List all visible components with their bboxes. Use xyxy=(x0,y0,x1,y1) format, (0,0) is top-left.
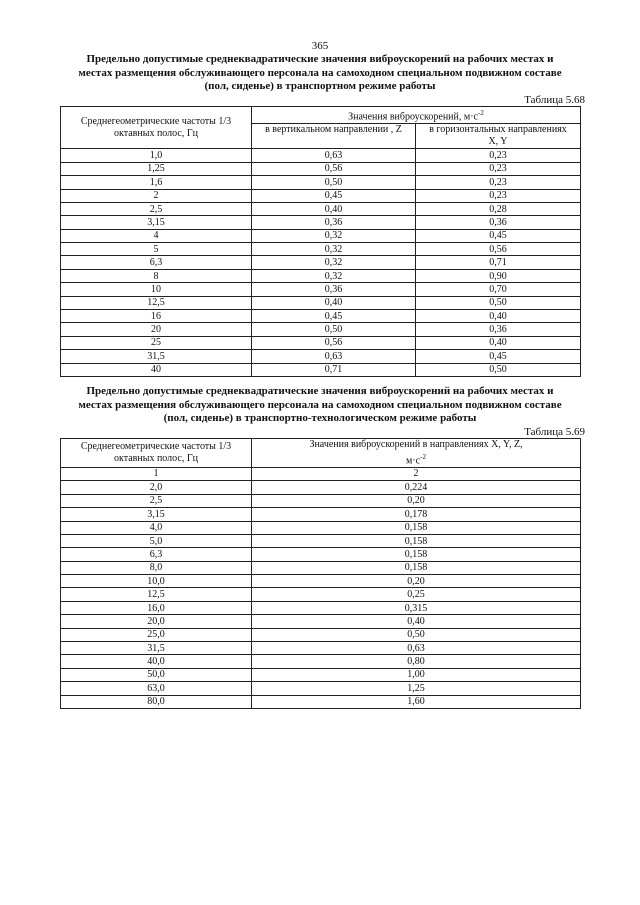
table-cell: 0,45 xyxy=(416,229,581,242)
table-cell: 2 xyxy=(61,189,252,202)
table-cell: 0,20 xyxy=(252,575,581,588)
table-row xyxy=(61,575,581,588)
table2-caption: Таблица 5.69 xyxy=(524,426,585,438)
table-cell: 20,0 xyxy=(61,615,252,628)
table-cell: 6,3 xyxy=(61,256,252,269)
table-row xyxy=(61,283,581,296)
table-cell: 0,63 xyxy=(252,350,416,363)
table-row xyxy=(61,202,581,215)
table-cell: 0,36 xyxy=(252,216,416,229)
table-cell: 0,56 xyxy=(252,336,416,349)
table-row xyxy=(61,695,581,708)
table1-col-horizontal-header xyxy=(416,124,581,149)
table-cell: 0,32 xyxy=(252,256,416,269)
table-cell: 0,25 xyxy=(252,588,581,601)
table-cell: 0,158 xyxy=(252,534,581,547)
table1-col-vertical-header: в вертикальном направлении , Z xyxy=(252,124,416,149)
table-cell: 4 xyxy=(61,229,252,242)
table-cell: 0,71 xyxy=(416,256,581,269)
table-cell: 0,50 xyxy=(416,296,581,309)
table-cell: 2,5 xyxy=(61,494,252,507)
table-cell: 0,158 xyxy=(252,561,581,574)
table2-subheader-cell: 2 xyxy=(252,468,581,481)
table-cell: 0,45 xyxy=(252,310,416,323)
table-cell: 1,25 xyxy=(61,162,252,175)
table-cell: 0,71 xyxy=(252,363,416,376)
unit-exponent: -2 xyxy=(420,453,426,461)
table-cell: 40,0 xyxy=(61,655,252,668)
table-cell: 0,45 xyxy=(252,189,416,202)
table-row xyxy=(61,628,581,641)
values-header-text: Значения виброускорений, м·с xyxy=(348,111,478,123)
table-cell: 2,5 xyxy=(61,202,252,215)
table2-title-line: местах размещения обслуживающего персонала на самоходном специальном подвижном составе xyxy=(78,398,562,411)
table-cell: 0,23 xyxy=(416,176,581,189)
table1-title-line: местах размещения обслуживающего персонала на самоходном специальном подвижном составе xyxy=(78,66,562,79)
table-row xyxy=(61,243,581,256)
header-line xyxy=(252,451,580,467)
table1-title-line: Предельно допустимые среднеквадратические значения виброускорений на рабочих местах и xyxy=(86,53,554,65)
table1 xyxy=(60,106,581,377)
table-cell: 0,45 xyxy=(416,350,581,363)
table-cell: 2,0 xyxy=(61,481,252,494)
table2-col-frequency-header xyxy=(61,439,252,468)
table-cell: 12,5 xyxy=(61,296,252,309)
table-cell: 25 xyxy=(61,336,252,349)
table-row xyxy=(61,296,581,309)
table-row xyxy=(61,229,581,242)
table-row xyxy=(61,350,581,363)
table-cell: 10 xyxy=(61,283,252,296)
table-cell: 40 xyxy=(61,363,252,376)
table-cell: 1,25 xyxy=(252,682,581,695)
table-cell: 0,50 xyxy=(416,363,581,376)
table-cell: 0,32 xyxy=(252,243,416,256)
table2-title xyxy=(58,385,582,426)
table-row xyxy=(61,548,581,561)
table2-col-values-header xyxy=(252,439,581,468)
table1-title xyxy=(58,53,582,94)
table-cell: 0,90 xyxy=(416,269,581,282)
table-row xyxy=(61,561,581,574)
table-row xyxy=(61,323,581,336)
table-row xyxy=(61,189,581,202)
table-cell: 16 xyxy=(61,310,252,323)
header-line: Среднегеометрические частоты 1/3 xyxy=(80,115,232,127)
table-cell: 0,158 xyxy=(252,548,581,561)
table-cell: 12,5 xyxy=(61,588,252,601)
table-cell: 1,00 xyxy=(252,668,581,681)
table-cell: 0,50 xyxy=(252,176,416,189)
table-row xyxy=(61,481,581,494)
table-cell: 63,0 xyxy=(61,682,252,695)
table-cell: 31,5 xyxy=(61,350,252,363)
table1-body xyxy=(61,149,581,377)
table-cell: 0,36 xyxy=(416,216,581,229)
table2-body xyxy=(61,481,581,709)
table-row xyxy=(61,176,581,189)
header-line: октавных полос, Гц xyxy=(114,453,198,465)
table-cell: 31,5 xyxy=(61,642,252,655)
table-row xyxy=(61,336,581,349)
table-cell: 6,3 xyxy=(61,548,252,561)
table-cell: 0,23 xyxy=(416,162,581,175)
table-cell: 10,0 xyxy=(61,575,252,588)
table-cell: 0,36 xyxy=(252,283,416,296)
table-cell: 80,0 xyxy=(61,695,252,708)
table1-values-header xyxy=(252,107,581,124)
table-cell: 0,63 xyxy=(252,149,416,162)
table-cell: 0,56 xyxy=(252,162,416,175)
table-row xyxy=(61,521,581,534)
table-cell: 1,60 xyxy=(252,695,581,708)
table-cell: 0,36 xyxy=(416,323,581,336)
table-cell: 0,32 xyxy=(252,269,416,282)
table2-subheader-cell: 1 xyxy=(61,468,252,481)
table-cell: 0,50 xyxy=(252,323,416,336)
table-cell: 16,0 xyxy=(61,601,252,614)
table-cell: 8,0 xyxy=(61,561,252,574)
table-cell: 0,40 xyxy=(416,310,581,323)
table-cell: 8 xyxy=(61,269,252,282)
table-cell: 0,40 xyxy=(252,615,581,628)
table-cell: 0,63 xyxy=(252,642,581,655)
table-row xyxy=(61,149,581,162)
table-cell: 1,0 xyxy=(61,149,252,162)
header-line: в горизонтальных направлениях xyxy=(429,124,567,136)
table-row xyxy=(61,256,581,269)
table-cell: 0,80 xyxy=(252,655,581,668)
table-cell: 0,23 xyxy=(416,189,581,202)
table-row xyxy=(61,494,581,507)
table-row xyxy=(61,216,581,229)
table-cell: 0,224 xyxy=(252,481,581,494)
table-cell: 5 xyxy=(61,243,252,256)
header-line: Среднегеометрические частоты 1/3 xyxy=(80,441,232,453)
table-row xyxy=(61,655,581,668)
table-cell: 0,40 xyxy=(252,202,416,215)
header-line: октавных полос, Гц xyxy=(114,127,198,139)
table-cell: 0,56 xyxy=(416,243,581,256)
table-cell: 0,20 xyxy=(252,494,581,507)
table-cell: 0,158 xyxy=(252,521,581,534)
table1-col-frequency-header xyxy=(61,107,252,149)
table-cell: 4,0 xyxy=(61,521,252,534)
table-cell: 3,15 xyxy=(61,508,252,521)
table-row xyxy=(61,363,581,376)
header-line: Значения виброускорений в направлениях X, Y, Z, xyxy=(309,439,523,450)
table-row xyxy=(61,668,581,681)
table-row xyxy=(61,588,581,601)
table-cell: 0,32 xyxy=(252,229,416,242)
table-row xyxy=(61,269,581,282)
table-cell: 0,315 xyxy=(252,601,581,614)
unit-text: м·с xyxy=(406,455,421,467)
table-row xyxy=(61,162,581,175)
table-cell: 0,40 xyxy=(416,336,581,349)
table-cell: 1,6 xyxy=(61,176,252,189)
table-cell: 0,70 xyxy=(416,283,581,296)
table2-title-line: Предельно допустимые среднеквадратические значения виброускорений на рабочих местах и xyxy=(86,385,554,397)
table-cell: 25,0 xyxy=(61,628,252,641)
table-row xyxy=(61,615,581,628)
table-cell: 3,15 xyxy=(61,216,252,229)
table-cell: 50,0 xyxy=(61,668,252,681)
table-row xyxy=(61,310,581,323)
table-row xyxy=(61,682,581,695)
table-cell: 0,28 xyxy=(416,202,581,215)
table2 xyxy=(60,438,581,709)
table1-title-line: (пол, сиденье) в транспортном режиме работы xyxy=(204,80,436,92)
table1-caption: Таблица 5.68 xyxy=(524,94,585,106)
table-cell: 0,50 xyxy=(252,628,581,641)
table-row xyxy=(61,642,581,655)
table-row xyxy=(61,508,581,521)
table-row xyxy=(61,534,581,547)
page-number: 365 xyxy=(311,40,329,52)
table-cell: 0,178 xyxy=(252,508,581,521)
values-header-exponent: -2 xyxy=(478,109,484,117)
table-cell: 5,0 xyxy=(61,534,252,547)
table2-title-line: (пол, сиденье) в транспортно-технологическом режиме работы xyxy=(163,412,477,424)
table-cell: 20 xyxy=(61,323,252,336)
table-cell: 0,23 xyxy=(416,149,581,162)
table-cell: 0,40 xyxy=(252,296,416,309)
table-row xyxy=(61,601,581,614)
header-line: X, Y xyxy=(488,136,508,148)
